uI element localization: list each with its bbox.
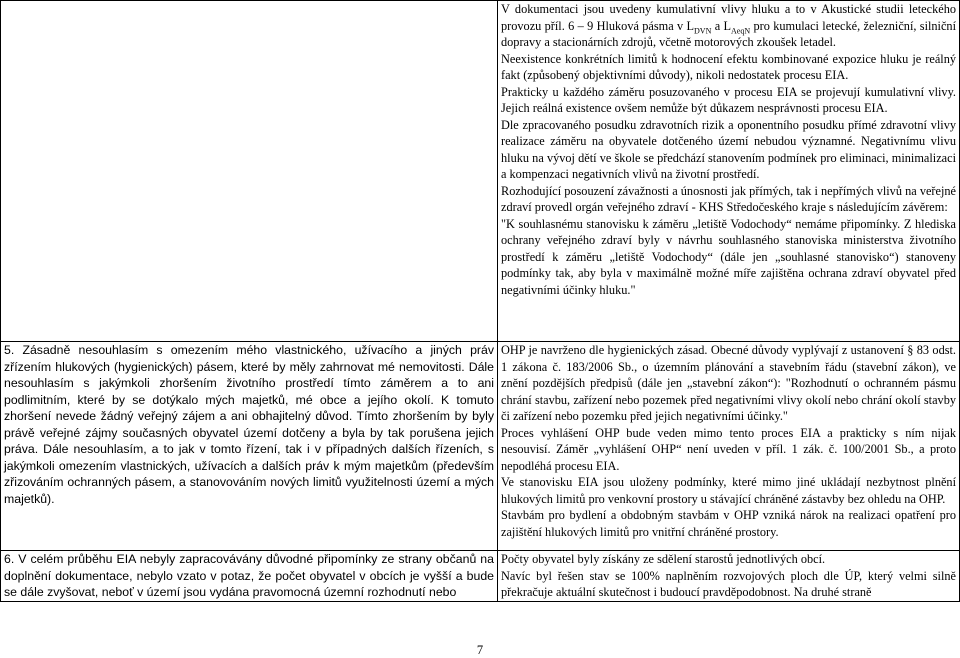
comment-paragraph: 6. V celém průběhu EIA nebyly zapracovávány důvodné připomínky ze strany občanů na doplnění dokumentace, nebylo vzato v potaz, že počet obyvatel v obcích je vyšší a bude se dále zvyšovat, neboť v území jsou vydána pravomocná územní rozhodnutí nebo xyxy=(4,552,494,599)
page-number: 7 xyxy=(476,643,484,657)
response-paragraph: Stavbám pro bydlení a obdobným stavbám v OHP vzniká nárok na realizaci opatření pro zajištění hlukových limitů pro vnitřní chráněné prostory. xyxy=(501,508,956,539)
response-paragraph: Počty obyvatel byly získány ze sdělení starostů jednotlivých obcí. xyxy=(501,552,826,566)
response-cell xyxy=(498,342,960,551)
response-paragraph: Neexistence konkrétních limitů k hodnocení efektu kombinované expozice hluku je reálný fakt (způsobený objektivními důvody), nikoli nedostatek procesu EIA. xyxy=(501,51,956,82)
response-cell xyxy=(498,551,960,602)
response-paragraph: Navíc byl řešen stav se 100% naplněním rozvojových ploch dle ÚP, který velmi silně překračuje aktuální skutečnost i budoucí pravděpodobnost. Na druhé straně xyxy=(501,568,956,599)
response-paragraph: OHP je navrženo dle hygienických zásad. Obecné důvody vyplývají z ustanovení § 83 odst. 1 zákona č. 183/2006 Sb., o územním plánování a stavebním řádu (stavební zákon), ve znění pozdějších předpisů (dále jen „stavební zákon“): "Rozhodnutí o ochranném pásmu chrání stavbu, zařízení nebo pozemek před negativními vlivy okolí nebo chrání okolí stavby či zařízení nebo pozemku před jejich negativními účinky." xyxy=(501,343,956,423)
comment-paragraph: 5. Zásadně nesouhlasím s omezením mého vlastnického, užívacího a jiných práv zřízením hlukových (hygienických) pásem, které by měly zahrnovat mé nemovitosti. Dále nesouhlasím s jakýmkoli zhoršením životního prostředí tímto záměrem a to ani podlimitním, které by se dotýkalo mých majetků, mé obce a jejího okolí. K tomuto zhoršení nevede žádný veřejný zájem a ani obhajitelný důvod. Tímto zhoršením by byly právě veřejné zájmy současných obyvatel území dotčeny a byla by tak porušena jejich práva. Dále nesouhlasím, a to jak v tomto řízení, tak i v případných dalších řízeních, s jakýmkoli omezením vlastnických, užívacích a dalších práv k mým majetkům (především zřizováním ochranných pásem, a stanovováním nových limitů využitelnosti území a mých majetků). xyxy=(4,343,494,506)
response-paragraph: Dle zpracovaného posudku zdravotních rizik a oponentního posudku přímé zdravotní vlivy realizace záměru na obyvatele dotčeného území nebudou významné. Negativnímu vlivu hluku na vývoj dětí ve škole se předchází stanovením podmínek pro eliminaci, minimalizaci a kompenzaci negativních vlivů na životní prostředí. xyxy=(501,117,956,181)
comment-cell xyxy=(1,551,498,602)
response-paragraph: Rozhodující posouzení závažnosti a únosnosti jak přímých, tak i nepřímých vlivů na veřejné zdraví provedl orgán veřejného zdraví - KHS Středočeského kraje s následujícím závěrem: xyxy=(501,183,956,214)
response-paragraph: Prakticky u každého záměru posuzovaného v procesu EIA se projevují kumulativní vlivy. Jejich reálná existence ovšem nemůže být důkazem nesprávnosti procesu EIA. xyxy=(501,84,956,115)
table-row xyxy=(1,1,960,342)
response-cell xyxy=(498,1,960,342)
table-cell-empty xyxy=(1,1,498,342)
response-paragraph: V dokumentaci jsou uvedeny kumulativní vlivy hluku a to v Akustické studii leteckého provozu příl. 6 – 9 Hluková pásma v $L_{DVN}$ a $L_{AeqN}$ pro kumulaci letecké, železniční, silniční dopravy a stacionárních zdrojů, včetně motorových zkoušek letadel. xyxy=(501,2,956,49)
comment-cell xyxy=(1,342,498,551)
table-row xyxy=(1,342,960,551)
response-paragraph: Ve stanovisku EIA jsou uloženy podmínky, které mimo jiné ukládají nezbytnost plnění hlukových limitů pro venkovní prostory u stávající chráněné zástavby bez ohledu na OHP. xyxy=(501,475,956,506)
response-paragraph: "K souhlasnému stanovisku k záměru „letiště Vodochody“ nemáme připomínky. Z hlediska ochrany veřejného zdraví byly v návrhu souhlasného stanoviska ministerstva životního prostředí k záměru „letiště Vodochody“ (dále jen „souhlasné stanovisko“) stanoveny podmínky tak, aby byla v maximálně možné míře zajištěna ochrana zdraví obyvatel před negativními účinky hluku." xyxy=(501,216,956,297)
table-row xyxy=(1,551,960,602)
response-paragraph: Proces vyhlášení OHP bude veden mimo tento proces EIA a prakticky s ním nijak nesouvisí. Záměr „vyhlášení OHP“ není uveden v příl. 1 zák. č. 100/2001 Sb., a proto nepodléhá procesu EIA. xyxy=(501,425,956,473)
